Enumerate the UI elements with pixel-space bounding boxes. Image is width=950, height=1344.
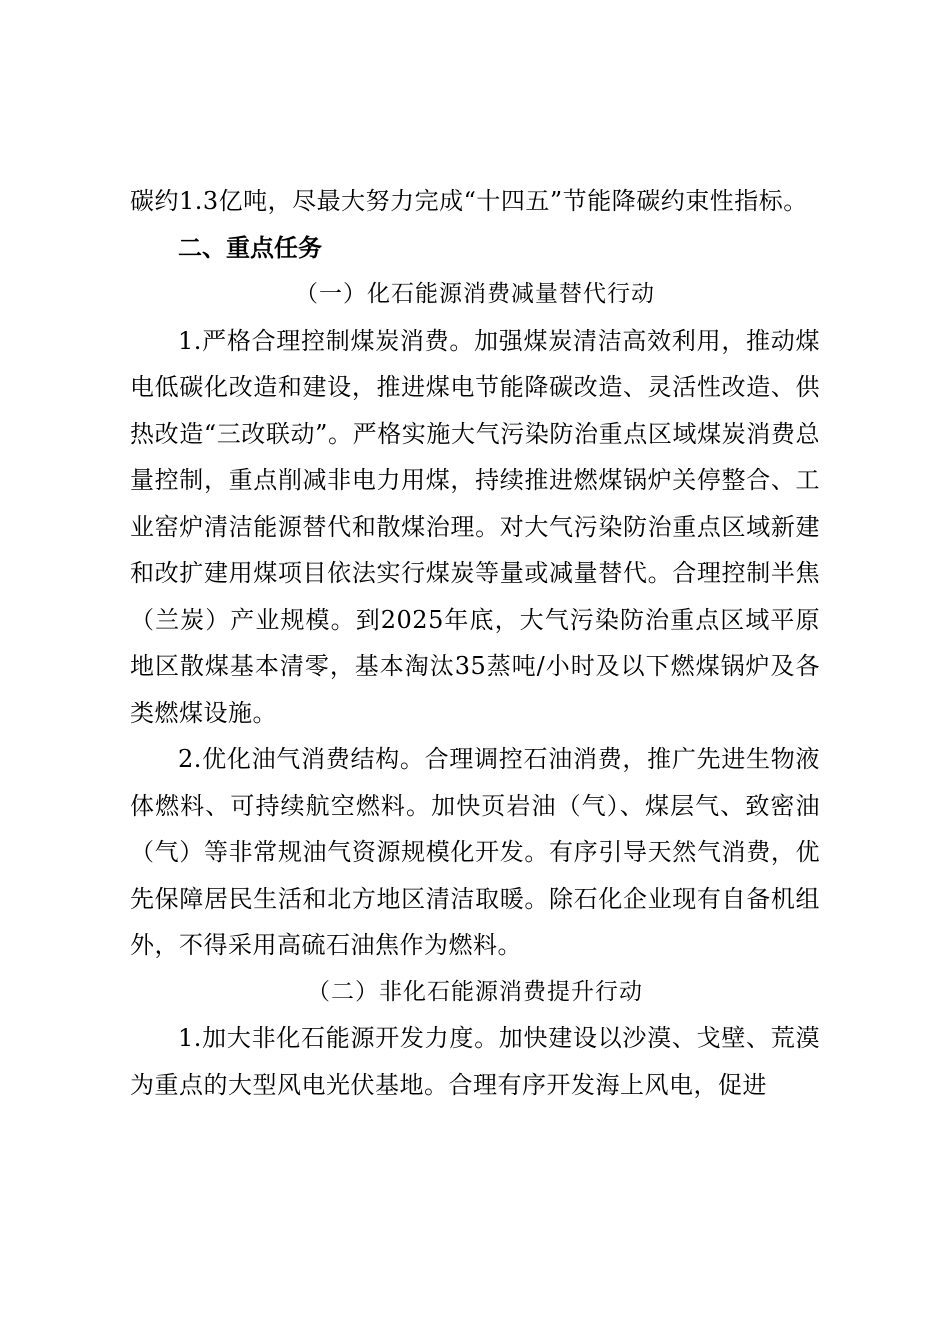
- paragraph-continuation: 碳约1.3亿吨，尽最大努力完成“十四五”节能降碳约束性指标。: [130, 187, 808, 215]
- subsection-heading-non-fossil-energy: （二）非化石能源消费提升行动: [307, 978, 643, 1005]
- section-heading-key-tasks: 二、重点任务: [178, 233, 322, 262]
- paragraph-coal-consumption: 1.严格合理控制煤炭消费。加强煤炭清洁高效利用，推动煤电低碳化改造和建设，推进煤电节能降碳改造、灵活性改造、供热改造“三改联动”。严格实施大气污染防治重点区域煤炭消费总量控制，重点削减非电力用煤，持续推进燃煤锅炉关停整合、工业窑炉清洁能源替代和散煤治理。对大气污染防治重点区域新建和改扩建用煤项目依法实行煤炭等量或减量替代。合理控制半焦（兰炭）产业规模。到2025年底，大气污染防治重点区域平原地区散煤基本清零，基本淘汰35蒸吨/小时及以下燃煤锅炉及各类燃煤设施。: [130, 326, 820, 727]
- subsection-heading-fossil-energy: （一）化石能源消费减量替代行动: [295, 281, 655, 307]
- paragraph-non-fossil-development: 1.加大非化石能源开发力度。加快建设以沙漠、戈壁、荒漠为重点的大型风电光伏基地。合理有序开发海上风电，促进: [130, 1024, 820, 1099]
- document-body: [130, 178, 820, 1108]
- paragraph-oil-gas-structure: 2.优化油气消费结构。合理调控石油消费，推广先进生物液体燃料、可持续航空燃料。加快页岩油（气）、煤层气、致密油（气）等非常规油气资源规模化开发。有序引导天然气消费，优先保障居民生活和北方地区清洁取暖。除石化企业现有自备机组外，不得采用高硫石油焦作为燃料。: [130, 745, 820, 959]
